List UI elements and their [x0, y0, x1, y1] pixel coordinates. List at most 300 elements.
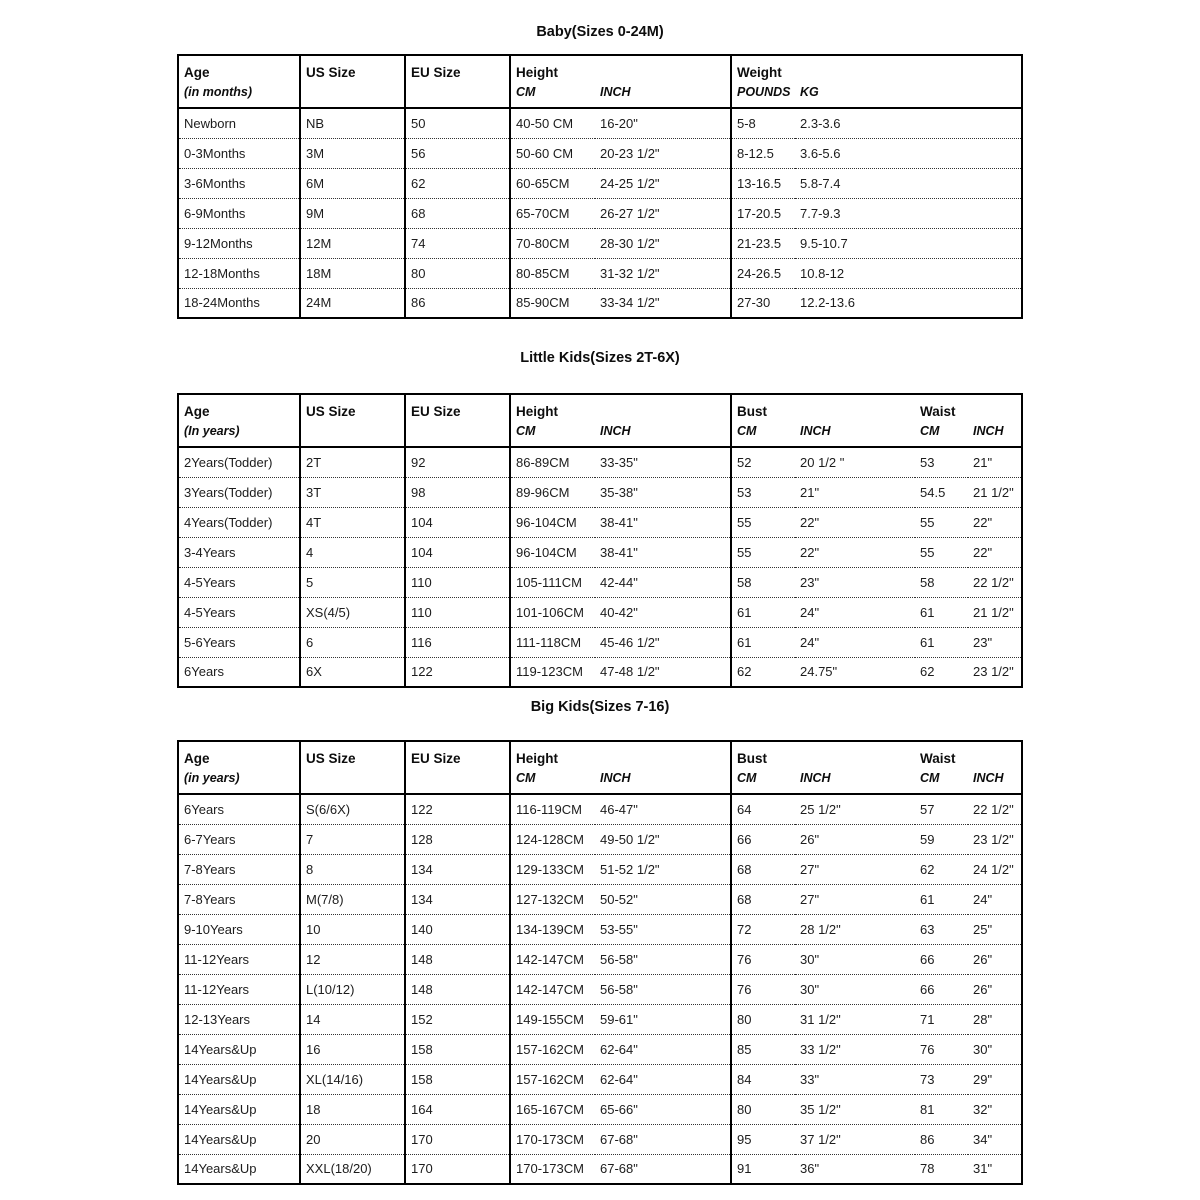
table-cell: 76: [915, 1034, 968, 1064]
table-row: [178, 824, 1022, 854]
table-cell: 32": [968, 1094, 1022, 1124]
table-cell: 80: [731, 1004, 795, 1034]
table-header: [178, 741, 1022, 794]
table-cell: 65-66": [595, 1094, 731, 1124]
table-cell: 24 1/2": [968, 854, 1022, 884]
table-cell: 61: [731, 627, 795, 657]
table-cell: 170-173CM: [510, 1154, 595, 1184]
table-cell: 61: [915, 627, 968, 657]
col-header-weight: Weight: [731, 55, 1022, 82]
table-cell: 70-80CM: [510, 228, 595, 258]
table-row: [178, 258, 1022, 288]
table-cell: 66: [915, 974, 968, 1004]
table-row: [178, 1064, 1022, 1094]
col-subheader-inch: INCH: [800, 770, 831, 785]
table-cell: 30": [795, 974, 915, 1004]
table-cell: 49-50 1/2": [595, 824, 731, 854]
table-cell: 20-23 1/2": [595, 138, 731, 168]
table-cell: 55: [731, 507, 795, 537]
table-cell: 50-60 CM: [510, 138, 595, 168]
table-row: [178, 794, 1022, 824]
table-cell: XXL(18/20): [300, 1154, 405, 1184]
table-cell: 22": [795, 507, 915, 537]
header-row-groups: [178, 394, 1022, 421]
table-cell: 26": [968, 944, 1022, 974]
table-cell: 116: [405, 627, 510, 657]
table-cell: 24": [795, 597, 915, 627]
col-subheader-inch: INCH: [973, 423, 1004, 438]
col-subheader-inch: INCH: [600, 423, 631, 438]
table-cell: 122: [405, 657, 510, 687]
table-cell: 59-61": [595, 1004, 731, 1034]
table-cell: 80-85CM: [510, 258, 595, 288]
table-cell: 92: [405, 447, 510, 477]
table-row: [178, 567, 1022, 597]
table-title-big-kids: Big Kids(Sizes 7-16): [530, 699, 670, 715]
table-cell: 85: [731, 1034, 795, 1064]
table-cell: 22": [968, 507, 1022, 537]
col-header-us-size: US Size: [300, 394, 405, 421]
table-row: [178, 138, 1022, 168]
table-cell: 78: [915, 1154, 968, 1184]
col-subheader-cm: CM: [731, 421, 795, 447]
table-cell: 62-64": [595, 1064, 731, 1094]
table-cell: 68: [731, 854, 795, 884]
table-cell: 7-8Years: [178, 884, 300, 914]
table-cell: 7-8Years: [178, 854, 300, 884]
table-cell: 22": [968, 537, 1022, 567]
table-cell: 40-50 CM: [510, 108, 595, 138]
table-cell: 74: [405, 228, 510, 258]
table-row: [178, 1004, 1022, 1034]
table-cell: 16: [300, 1034, 405, 1064]
table-cell: 24": [968, 884, 1022, 914]
table-cell: 24-26.5: [731, 258, 795, 288]
table-cell: 96-104CM: [510, 507, 595, 537]
table-cell: 80: [405, 258, 510, 288]
table-row: [178, 288, 1022, 318]
table-cell: 91: [731, 1154, 795, 1184]
table-cell: 134: [405, 854, 510, 884]
size-table-big-kids: [177, 740, 1023, 1185]
col-subheader-blank: [300, 768, 405, 794]
header-row-groups: [178, 741, 1022, 768]
table-title-baby: Baby(Sizes 0-24M): [536, 24, 664, 40]
col-subheader-kg: KG: [800, 84, 819, 99]
table-cell: 21": [973, 454, 993, 470]
table-cell: 95: [731, 1124, 795, 1154]
table-cell: 38-41": [595, 507, 731, 537]
table-row: [178, 944, 1022, 974]
table-cell: 30": [795, 944, 915, 974]
table-cell: 86: [405, 288, 510, 318]
table-cell: 110: [405, 597, 510, 627]
table-cell: 157-162CM: [510, 1064, 595, 1094]
table-cell: 24": [795, 627, 915, 657]
table-cell: 71: [915, 1004, 968, 1034]
col-header-eu-size: EU Size: [405, 741, 510, 768]
section-big-kids: [177, 688, 1023, 1185]
table-cell: 62: [405, 168, 510, 198]
table-cell: 170: [405, 1154, 510, 1184]
table-cell: 18M: [300, 258, 405, 288]
table-cell: 68: [405, 198, 510, 228]
table-body: [178, 794, 1022, 1184]
table-cell: 21": [795, 477, 915, 507]
table-cell: 62: [915, 854, 968, 884]
table-cell: 14Years&Up: [178, 1094, 300, 1124]
table-cell: 3-6Months: [178, 168, 300, 198]
table-cell: 57: [920, 801, 935, 817]
table-cell: 9.5-10.7: [795, 228, 1022, 258]
table-cell: 66: [731, 824, 795, 854]
table-cell: 4: [300, 537, 405, 567]
table-cell: 4-5Years: [178, 567, 300, 597]
table-cell: 3.6-5.6: [795, 138, 1022, 168]
table-cell: 152: [405, 1004, 510, 1034]
table-cell: 4T: [300, 507, 405, 537]
col-subheader-cm: CM: [920, 770, 940, 785]
table-cell: 53-55": [595, 914, 731, 944]
table-cell: 7.7-9.3: [795, 198, 1022, 228]
table-cell: 27": [795, 854, 915, 884]
table-row: [178, 1124, 1022, 1154]
table-cell: 158: [405, 1064, 510, 1094]
table-cell: 10.8-12: [795, 258, 1022, 288]
table-cell: 35-38": [595, 477, 731, 507]
table-cell: 12: [300, 944, 405, 974]
header-row-units: [178, 82, 1022, 108]
table-cell: 28": [968, 1004, 1022, 1034]
table-cell: 86: [915, 1124, 968, 1154]
table-cell: 25": [968, 914, 1022, 944]
table-cell: 127-132CM: [510, 884, 595, 914]
table-cell: 149-155CM: [510, 1004, 595, 1034]
col-subheader-cm: CM: [510, 421, 595, 447]
col-header-height: Height: [510, 741, 731, 768]
table-cell: 62: [731, 657, 795, 687]
col-subheader-age-unit: (In years): [184, 423, 240, 438]
table-cell: 22 1/2": [968, 567, 1022, 597]
table-row: [178, 657, 1022, 687]
table-cell: 23 1/2": [968, 824, 1022, 854]
table-cell: 11-12Years: [178, 974, 300, 1004]
table-cell: 14: [300, 1004, 405, 1034]
table-cell: 58: [731, 567, 795, 597]
table-cell: 67-68": [595, 1124, 731, 1154]
size-table-little-kids: [177, 393, 1023, 688]
col-subheader-cm: CM: [731, 768, 795, 794]
table-cell: 62: [915, 657, 968, 687]
table-cell: 37 1/2": [795, 1124, 915, 1154]
table-row: [178, 228, 1022, 258]
col-subheader-blank: [405, 421, 510, 447]
table-cell: 54.5: [915, 477, 968, 507]
table-cell: 58: [915, 567, 968, 597]
table-cell: 27": [795, 884, 915, 914]
table-cell: 76: [731, 974, 795, 1004]
table-cell: 110: [405, 567, 510, 597]
table-cell: 0-3Months: [178, 138, 300, 168]
table-cell: 6-7Years: [178, 824, 300, 854]
table-row: [178, 507, 1022, 537]
table-cell: 134: [405, 884, 510, 914]
table-cell: 26": [795, 824, 915, 854]
table-cell: 122: [405, 794, 510, 824]
table-cell: 6: [300, 627, 405, 657]
col-subheader-age-unit: (in years): [184, 770, 240, 785]
table-cell: 55: [915, 507, 968, 537]
table-title-little-kids: Little Kids(Sizes 2T-6X): [520, 350, 680, 366]
table-cell: 36": [795, 1154, 915, 1184]
header-row-units: [178, 768, 1022, 794]
table-cell: 33-35": [600, 454, 638, 470]
table-cell: 46-47": [600, 801, 638, 817]
table-cell: 66: [915, 944, 968, 974]
table-cell: 14Years&Up: [178, 1154, 300, 1184]
table-cell: 21 1/2": [968, 597, 1022, 627]
table-cell: 5.8-7.4: [795, 168, 1022, 198]
table-cell: 3M: [300, 138, 405, 168]
table-row: [178, 1034, 1022, 1064]
table-cell: 68: [731, 884, 795, 914]
table-cell: 50-52": [595, 884, 731, 914]
table-cell: 35 1/2": [795, 1094, 915, 1124]
table-body: [178, 447, 1022, 687]
table-cell: 8: [300, 854, 405, 884]
table-cell: 56-58": [595, 944, 731, 974]
col-subheader-cm: CM: [510, 82, 595, 108]
table-cell: 61: [915, 884, 968, 914]
table-cell: 2.3-3.6: [800, 115, 841, 131]
table-cell: 28 1/2": [795, 914, 915, 944]
table-cell: 111-118CM: [510, 627, 595, 657]
table-cell: 14Years&Up: [178, 1034, 300, 1064]
table-cell: 40-42": [595, 597, 731, 627]
table-cell: 140: [405, 914, 510, 944]
table-cell: 7: [300, 824, 405, 854]
table-row: [178, 168, 1022, 198]
table-cell: 4-5Years: [178, 597, 300, 627]
table-cell: 26": [968, 974, 1022, 1004]
table-cell: 53: [920, 454, 935, 470]
table-cell: 22": [795, 537, 915, 567]
table-cell: 14Years&Up: [178, 1064, 300, 1094]
table-cell: 21-23.5: [731, 228, 795, 258]
col-header-waist: Waist: [920, 403, 956, 419]
table-cell: 17-20.5: [731, 198, 795, 228]
col-subheader-pounds: POUNDS: [731, 82, 795, 108]
table-cell: 26-27 1/2": [595, 198, 731, 228]
table-cell: 52: [731, 447, 795, 477]
table-cell: 6M: [300, 168, 405, 198]
table-cell: 33-34 1/2": [595, 288, 731, 318]
table-cell: 13-16.5: [731, 168, 795, 198]
table-cell: 67-68": [595, 1154, 731, 1184]
col-subheader-cm: CM: [510, 768, 595, 794]
table-cell: 86-89CM: [510, 447, 595, 477]
col-header-height: Height: [510, 55, 731, 82]
table-cell: 4Years(Todder): [178, 507, 300, 537]
col-subheader-inch: INCH: [600, 770, 631, 785]
table-cell: 105-111CM: [510, 567, 595, 597]
table-row: [178, 914, 1022, 944]
table-cell: 42-44": [595, 567, 731, 597]
table-row: [178, 974, 1022, 1004]
section-little-kids: [177, 319, 1023, 688]
table-cell: 55: [731, 537, 795, 567]
table-cell: 30": [968, 1034, 1022, 1064]
table-row: [178, 884, 1022, 914]
table-cell: 33 1/2": [795, 1034, 915, 1064]
table-cell: 104: [405, 537, 510, 567]
table-cell: 53: [731, 477, 795, 507]
table-cell: 72: [731, 914, 795, 944]
table-cell: 11-12Years: [178, 944, 300, 974]
header-row-units: [178, 421, 1022, 447]
table-cell: 10: [300, 914, 405, 944]
table-cell: 3-4Years: [178, 537, 300, 567]
table-cell: 5: [300, 567, 405, 597]
col-header-waist: Waist: [920, 750, 956, 766]
col-header-us-size: US Size: [300, 741, 405, 768]
table-cell: XL(14/16): [300, 1064, 405, 1094]
table-cell: 22 1/2": [973, 801, 1014, 817]
col-subheader-age-unit: (in months): [184, 84, 253, 99]
col-subheader-blank: [300, 421, 405, 447]
col-header-age: Age: [184, 403, 210, 419]
table-cell: 16-20": [600, 115, 638, 131]
table-row: [178, 627, 1022, 657]
table-cell: 60-65CM: [510, 168, 595, 198]
table-cell: 134-139CM: [510, 914, 595, 944]
col-header-bust: Bust: [731, 741, 915, 768]
table-cell: 12M: [300, 228, 405, 258]
table-cell: 62-64": [595, 1034, 731, 1064]
table-cell: 85-90CM: [510, 288, 595, 318]
table-cell: 170: [405, 1124, 510, 1154]
col-subheader-inch: INCH: [800, 423, 831, 438]
size-chart-document: [177, 0, 1023, 1185]
table-cell: 84: [731, 1064, 795, 1094]
table-cell: 119-123CM: [510, 657, 595, 687]
table-cell: 27-30: [731, 288, 795, 318]
table-cell: 55: [915, 537, 968, 567]
table-cell: L(10/12): [300, 974, 405, 1004]
table-cell: 2T: [300, 447, 405, 477]
table-cell: 96-104CM: [510, 537, 595, 567]
table-cell: 12-13Years: [178, 1004, 300, 1034]
table-cell: 51-52 1/2": [595, 854, 731, 884]
table-row: [178, 597, 1022, 627]
table-header: [178, 55, 1022, 108]
col-header-age: Age: [184, 64, 210, 80]
table-cell: 23": [968, 627, 1022, 657]
col-header-eu-size: EU Size: [405, 55, 510, 82]
table-cell: 3Years(Todder): [178, 477, 300, 507]
table-cell: 104: [405, 507, 510, 537]
table-cell: 124-128CM: [510, 824, 595, 854]
table-row: [178, 108, 1022, 138]
table-cell: 101-106CM: [510, 597, 595, 627]
table-cell: 59: [915, 824, 968, 854]
table-cell: XS(4/5): [300, 597, 405, 627]
col-subheader-blank: [300, 82, 405, 108]
table-cell: 157-162CM: [510, 1034, 595, 1064]
table-cell: 20 1/2 ": [800, 454, 845, 470]
table-cell: 116-119CM: [510, 794, 595, 824]
header-row-groups: [178, 55, 1022, 82]
col-subheader-inch: INCH: [600, 84, 631, 99]
table-cell: 9-10Years: [178, 914, 300, 944]
table-cell: 23": [795, 567, 915, 597]
table-cell: 25 1/2": [800, 801, 841, 817]
table-cell: 6Years: [178, 657, 300, 687]
table-cell: 2Years(Todder): [184, 454, 273, 470]
table-cell: 5-8: [731, 108, 795, 138]
table-cell: 33": [795, 1064, 915, 1094]
table-cell: 165-167CM: [510, 1094, 595, 1124]
table-cell: 6-9Months: [178, 198, 300, 228]
table-cell: 142-147CM: [510, 944, 595, 974]
table-cell: 142-147CM: [510, 974, 595, 1004]
table-cell: 56: [405, 138, 510, 168]
table-cell: 24.75": [795, 657, 915, 687]
table-cell: 31-32 1/2": [595, 258, 731, 288]
table-cell: 158: [405, 1034, 510, 1064]
table-cell: 23 1/2": [968, 657, 1022, 687]
table-cell: 61: [915, 597, 968, 627]
table-cell: 3T: [300, 477, 405, 507]
table-cell: 76: [731, 944, 795, 974]
table-cell: 164: [405, 1094, 510, 1124]
table-cell: 18: [300, 1094, 405, 1124]
col-subheader-inch: INCH: [973, 770, 1004, 785]
table-cell: 98: [405, 477, 510, 507]
table-cell: 6Years: [184, 801, 224, 817]
table-cell: 45-46 1/2": [595, 627, 731, 657]
table-row: [178, 1154, 1022, 1184]
col-header-age: Age: [184, 750, 210, 766]
table-cell: 29": [968, 1064, 1022, 1094]
table-cell: 80: [731, 1094, 795, 1124]
table-cell: 5-6Years: [178, 627, 300, 657]
table-cell: 50: [405, 108, 510, 138]
size-table-baby: [177, 54, 1023, 319]
table-cell: NB: [300, 108, 405, 138]
table-cell: 61: [731, 597, 795, 627]
table-cell: 89-96CM: [510, 477, 595, 507]
table-cell: 20: [300, 1124, 405, 1154]
table-cell: 24-25 1/2": [595, 168, 731, 198]
col-subheader-cm: CM: [920, 423, 940, 438]
table-body: [178, 108, 1022, 318]
table-cell: 12-18Months: [178, 258, 300, 288]
table-row: [178, 198, 1022, 228]
table-cell: 18-24Months: [178, 288, 300, 318]
table-cell: 81: [915, 1094, 968, 1124]
table-cell: 21 1/2": [968, 477, 1022, 507]
table-cell: 170-173CM: [510, 1124, 595, 1154]
table-cell: 6X: [300, 657, 405, 687]
table-cell: 9-12Months: [178, 228, 300, 258]
table-cell: 129-133CM: [510, 854, 595, 884]
col-header-height: Height: [510, 394, 731, 421]
table-row: [178, 854, 1022, 884]
col-header-bust: Bust: [731, 394, 915, 421]
table-cell: 148: [405, 974, 510, 1004]
table-cell: 73: [915, 1064, 968, 1094]
